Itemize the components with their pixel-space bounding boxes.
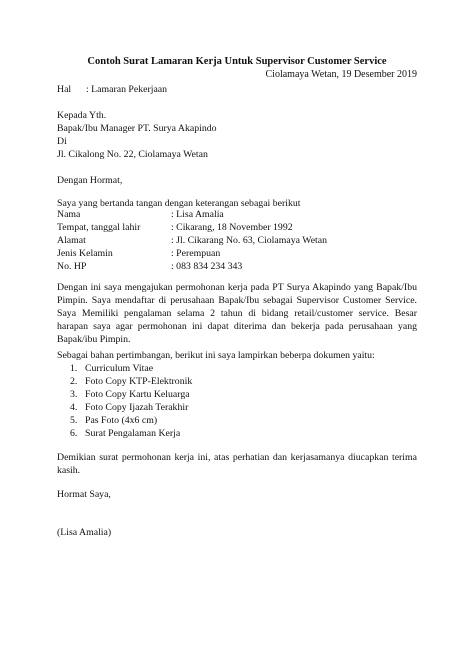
- subject-value: : Lamaran Pekerjaan: [86, 84, 168, 95]
- letter-title: Contoh Surat Lamaran Kerja Untuk Supervisor Customer Service: [87, 56, 387, 67]
- field-value: : Perempuan: [171, 248, 221, 259]
- field-label: Alamat: [57, 235, 86, 246]
- recipient-line-1: Kepada Yth.: [57, 110, 107, 121]
- letter-date: Ciolamaya Wetan, 19 Desember 2019: [265, 69, 417, 80]
- signature-name: (Lisa Amalia): [57, 527, 112, 538]
- list-text: Surat Pengalaman Kerja: [85, 428, 181, 439]
- list-number: 2.: [70, 376, 78, 387]
- list-number: 1.: [70, 363, 78, 374]
- field-label: Tempat, tanggal lahir: [57, 222, 141, 233]
- list-number: 3.: [70, 389, 78, 400]
- subject-label: Hal: [57, 84, 72, 95]
- attachments-list: [70, 362, 192, 440]
- field-value: : Cikarang, 18 November 1992: [171, 222, 293, 233]
- recipient-line-2: Bapak/Ibu Manager PT. Surya Akapindo: [57, 123, 217, 134]
- field-label: No. HP: [57, 261, 87, 272]
- recipient-line-4: Jl. Cikalong No. 22, Ciolamaya Wetan: [57, 149, 208, 160]
- field-label: Jenis Kelamin: [57, 248, 113, 259]
- field-label: Nama: [57, 209, 81, 220]
- body-paragraph: Dengan ini saya mengajukan permohonan kerja pada PT Surya Akapindo yang Bapak/Ibu Pimpin. Saya mendaftar di perusahaan Bapak/Ibu sebagai Supervisor Customer Service. Saya Memiliki pengalaman selama 2 tahun di bidang retail/customer service. Besar harapan saya agar permohonan ini dapat diterima dan bekerja pada perusahaan yang Bapak/ibu Pimpin.: [57, 282, 417, 345]
- attachments-intro: Sebagai bahan pertimbangan, berikut ini saya lampirkan beberpa dokumen yaitu:: [57, 350, 375, 361]
- list-text: Foto Copy KTP-Elektronik: [85, 376, 193, 387]
- recipient-line-3: Di: [57, 136, 67, 147]
- list-text: Foto Copy Kartu Keluarga: [85, 389, 190, 400]
- sign-off: Hormat Saya,: [57, 489, 111, 500]
- list-item: [70, 414, 192, 427]
- intro-text: Saya yang bertanda tangan dengan keterangan sebagai berikut: [57, 198, 301, 209]
- list-item: [70, 388, 192, 401]
- greeting: Dengan Hormat,: [57, 175, 123, 186]
- list-text: Foto Copy Ijazah Terakhir: [85, 402, 189, 413]
- list-text: Pas Foto (4x6 cm): [85, 415, 158, 426]
- list-item: [70, 427, 192, 440]
- list-item: [70, 362, 192, 375]
- list-item: [70, 401, 192, 414]
- list-item: [70, 375, 192, 388]
- closing-paragraph: Demikian surat permohonan kerja ini, atas perhatian dan kerjasamanya diucapkan terima kasih.: [57, 452, 417, 476]
- list-number: 5.: [70, 415, 78, 426]
- list-text: Curriculum Vitae: [85, 363, 154, 374]
- field-value: : Jl. Cikarang No. 63, Ciolamaya Wetan: [171, 235, 328, 246]
- field-value: : 083 834 234 343: [171, 261, 243, 272]
- list-number: 6.: [70, 428, 78, 439]
- list-number: 4.: [70, 402, 78, 413]
- field-value: : Lisa Amalia: [171, 209, 224, 220]
